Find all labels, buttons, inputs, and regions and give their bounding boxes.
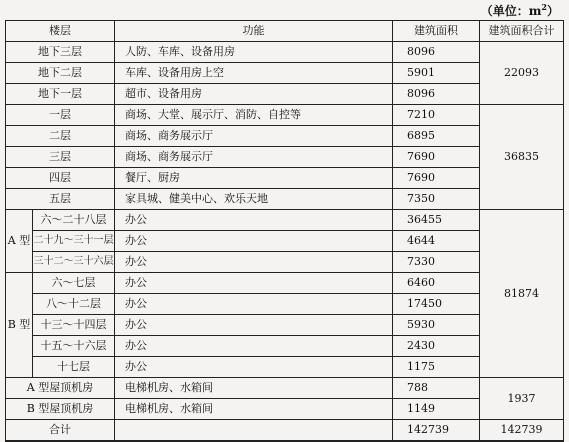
function-cell: 办公 — [115, 252, 393, 273]
function-cell: 商场、大堂、展示厅、消防、自控等 — [115, 105, 393, 126]
total-area-cell: 142739 — [393, 420, 480, 442]
function-cell: 电梯机房、水箱间 — [115, 399, 393, 420]
function-cell: 办公 — [115, 294, 393, 315]
function-cell: 车库、设备用房上空 — [115, 63, 393, 84]
floor-cell: 六～七层 — [33, 273, 115, 294]
floor-cell: 十三～十四层 — [33, 315, 115, 336]
function-cell: 办公 — [115, 315, 393, 336]
area-cell: 7330 — [393, 252, 480, 273]
b-type-label: B 型 — [6, 273, 33, 378]
table-row — [6, 42, 564, 63]
floor-cell: 十五～十六层 — [33, 336, 115, 357]
floor-cell: 十七层 — [33, 357, 115, 378]
area-cell: 7210 — [393, 105, 480, 126]
area-cell: 7350 — [393, 189, 480, 210]
area-cell: 2430 — [393, 336, 480, 357]
unit-note: （单位：$m^2$） — [480, 2, 559, 18]
area-cell: 7690 — [393, 168, 480, 189]
function-cell: 办公 — [115, 210, 393, 231]
function-cell: 电梯机房、水箱间 — [115, 378, 393, 399]
floor-cell: 二十九～三十一层 — [33, 231, 115, 252]
floor-cell: 八～十二层 — [33, 294, 115, 315]
function-cell: 超市、设备用房 — [115, 84, 393, 105]
area-cell: 17450 — [393, 294, 480, 315]
function-cell: 商场、商务展示厅 — [115, 126, 393, 147]
function-cell: 商场、商务展示厅 — [115, 147, 393, 168]
area-cell: 5930 — [393, 315, 480, 336]
floor-cell: 地下二层 — [6, 63, 115, 84]
floor-cell: 六～二十八层 — [33, 210, 115, 231]
a-type-label: A 型 — [6, 210, 33, 273]
table-row — [6, 105, 564, 126]
header-area: 建筑面积 — [393, 21, 480, 42]
header-floor: 楼层 — [6, 21, 115, 42]
area-cell: 6460 — [393, 273, 480, 294]
grand-total-cell: 142739 — [480, 420, 564, 442]
roof-total-cell: 1937 — [480, 378, 564, 420]
area-cell: 8096 — [393, 42, 480, 63]
area-cell: 1149 — [393, 399, 480, 420]
area-cell: 1175 — [393, 357, 480, 378]
area-cell: 36455 — [393, 210, 480, 231]
building-area-table — [5, 20, 564, 442]
function-cell: 办公 — [115, 273, 393, 294]
floor-cell: 二层 — [6, 126, 115, 147]
function-cell: 餐厅、厨房 — [115, 168, 393, 189]
podium-total-cell: 36835 — [480, 105, 564, 210]
total-row — [6, 420, 564, 442]
basement-total-cell: 22093 — [480, 42, 564, 105]
floor-cell: 地下三层 — [6, 42, 115, 63]
table-row — [6, 210, 564, 231]
table-header-row — [6, 21, 564, 42]
floor-cell: B 型屋顶机房 — [6, 399, 115, 420]
floor-cell: 五层 — [6, 189, 115, 210]
function-cell: 办公 — [115, 336, 393, 357]
table-row — [6, 378, 564, 399]
floor-cell: A 型屋顶机房 — [6, 378, 115, 399]
floor-cell: 三十二～三十六层 — [33, 252, 115, 273]
floor-cell: 三层 — [6, 147, 115, 168]
total-function-cell — [115, 420, 393, 442]
header-function: 功能 — [115, 21, 393, 42]
area-cell: 5901 — [393, 63, 480, 84]
function-cell: 办公 — [115, 231, 393, 252]
floor-cell: 四层 — [6, 168, 115, 189]
area-cell: 7690 — [393, 147, 480, 168]
area-cell: 4644 — [393, 231, 480, 252]
function-cell: 人防、车库、设备用房 — [115, 42, 393, 63]
tower-total-cell: 81874 — [480, 210, 564, 378]
function-cell: 家具城、健美中心、欢乐天地 — [115, 189, 393, 210]
area-cell: 6895 — [393, 126, 480, 147]
total-label: 合计 — [6, 420, 115, 442]
header-area-total: 建筑面积合计 — [480, 21, 564, 42]
area-cell: 8096 — [393, 84, 480, 105]
function-cell: 办公 — [115, 357, 393, 378]
floor-cell: 一层 — [6, 105, 115, 126]
floor-cell: 地下一层 — [6, 84, 115, 105]
area-cell: 788 — [393, 378, 480, 399]
